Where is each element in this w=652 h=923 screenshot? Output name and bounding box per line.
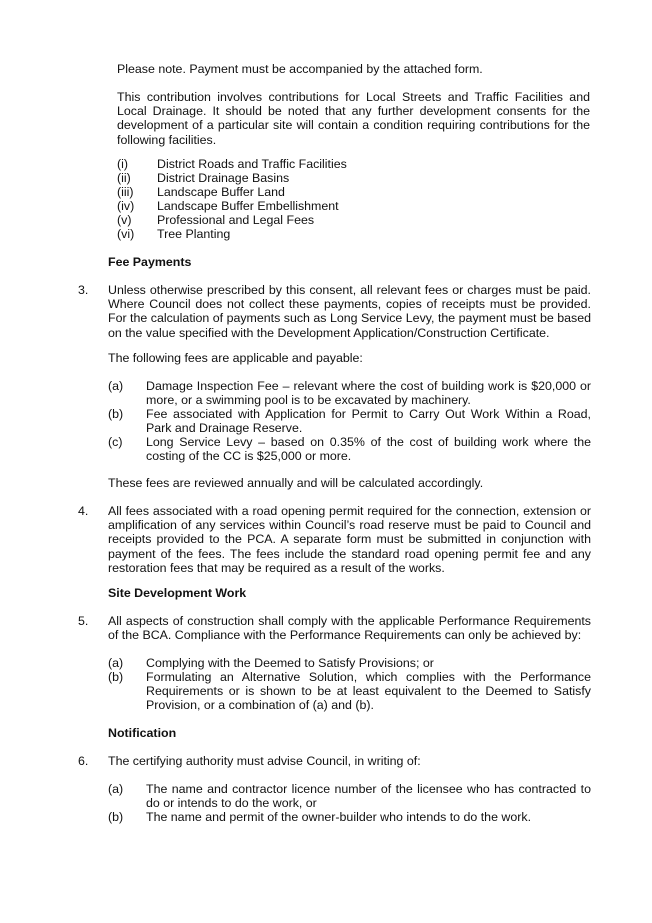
section-heading-fee-payments: Fee Payments — [108, 255, 192, 269]
list-item-number: (v) — [117, 213, 132, 227]
list-item — [108, 435, 591, 463]
list-item — [117, 171, 417, 185]
applicable-fees-intro: The following fees are applicable and payable: — [108, 351, 363, 365]
list-item-text: Complying with the Deemed to Satisfy Provisions; or — [146, 656, 434, 670]
list-item — [108, 379, 591, 407]
list-item-number: (iv) — [117, 199, 135, 213]
item-number: 6. — [78, 754, 89, 768]
item-4-text: All fees associated with a road opening permit required for the connection, extension or amplification of any services within Council’s road reserve must be paid to Council and receipts provided to the PCA. A separate form must be submitted in conjunction with payment of the fees. The fees include the standard road opening permit fee and any restoration fees that may be required as a result of the works. — [108, 504, 591, 575]
list-item — [117, 157, 417, 171]
list-item-text: Tree Planting — [157, 227, 231, 241]
item-5-text: All aspects of construction shall comply with the applicable Performance Requirements of the BCA. Compliance with the Performance Requirements can only be achieved by: — [108, 614, 591, 643]
list-item-number: (vi) — [117, 227, 135, 241]
list-item-number: (ii) — [117, 171, 131, 185]
section-heading-site-development: Site Development Work — [108, 586, 247, 600]
item-number: 3. — [78, 283, 89, 297]
list-item-text: The name and permit of the owner-builder who intends to do the work. — [146, 810, 532, 824]
list-item-text: The name and contractor licence number of the licensee who has contracted to do or intends to do the work, or — [146, 782, 591, 811]
list-item-label: (b) — [108, 670, 124, 684]
list-item — [108, 810, 591, 824]
list-item-label: (b) — [108, 407, 124, 421]
list-item — [108, 656, 591, 670]
list-item-text: Formulating an Alternative Solution, which complies with the Performance Requirements or is shown to be at least equivalent to the Deemed to Satisfy Provision, or a combination of (a) and (b). — [146, 670, 591, 713]
list-item — [108, 407, 591, 435]
list-item-label: (a) — [108, 656, 124, 670]
item-number: 4. — [78, 504, 89, 518]
list-item-number: (iii) — [117, 185, 134, 199]
list-item-text: Professional and Legal Fees — [157, 213, 315, 227]
list-item — [117, 185, 417, 199]
list-item-text: District Roads and Traffic Facilities — [157, 157, 347, 171]
list-item — [117, 227, 417, 241]
list-item-text: District Drainage Basins — [157, 171, 290, 185]
list-item-label: (a) — [108, 782, 124, 796]
list-item-label: (b) — [108, 810, 124, 824]
list-item-text: Landscape Buffer Embellishment — [157, 199, 339, 213]
contribution-paragraph: This contribution involves contributions for Local Streets and Traffic Facilities and Local Drainage. It should be noted that any further development consents for the development of a particular site will contain a condition requiring contributions for the following facilities. — [117, 90, 590, 147]
list-item-text: Landscape Buffer Land — [157, 185, 285, 199]
list-item — [117, 199, 417, 213]
list-item — [108, 670, 591, 712]
fees-reviewed-note: These fees are reviewed annually and will be calculated accordingly. — [108, 476, 484, 490]
item-3-text: Unless otherwise prescribed by this consent, all relevant fees or charges must be paid. Where Council does not collect these payments, copies of receipts must be provided. For the calculation of payments such as Long Service Levy, the payment must be based on the value specified with the Development Application/Construction Certificate. — [108, 283, 591, 340]
list-item-text: Damage Inspection Fee – relevant where the cost of building work is $20,000 or more, or a swimming pool is to be excavated by machinery. — [146, 379, 591, 408]
list-item-number: (i) — [117, 157, 129, 171]
section-heading-notification: Notification — [108, 726, 177, 740]
item-6-text: The certifying authority must advise Council, in writing of: — [108, 754, 421, 768]
list-item — [117, 213, 417, 227]
list-item-label: (a) — [108, 379, 124, 393]
list-item — [108, 782, 591, 810]
list-item-text: Long Service Levy – based on 0.35% of the cost of building work where the costing of the CC is $25,000 or more. — [146, 435, 591, 464]
item-number: 5. — [78, 614, 89, 628]
list-item-text: Fee associated with Application for Permit to Carry Out Work Within a Road, Park and Drainage Reserve. — [146, 407, 591, 436]
payment-note: Please note. Payment must be accompanied by the attached form. — [117, 62, 483, 76]
list-item-label: (c) — [108, 435, 123, 449]
